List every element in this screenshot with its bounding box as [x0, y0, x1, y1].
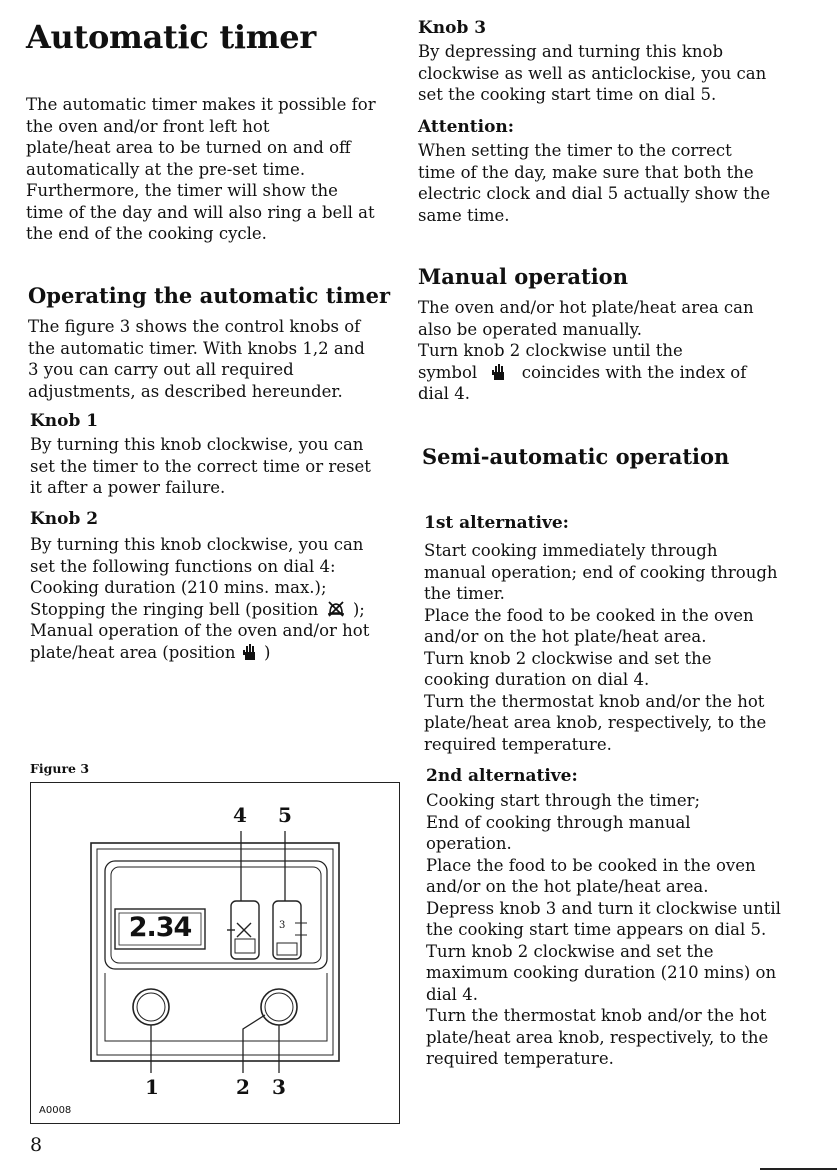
label-knob-2: 2: [236, 1075, 250, 1099]
text-fragment: );: [352, 599, 365, 619]
text-line: plate/heat area knob, respectively, to the: [426, 1027, 769, 1047]
text-line: When setting the timer to the correct: [418, 141, 732, 160]
attention-heading: Attention:: [418, 117, 515, 137]
bell-off-icon: [326, 600, 346, 618]
text-line: End of cooking through manual: [426, 812, 691, 832]
timer-panel-drawing: [31, 783, 398, 1122]
text-fragment: ): [263, 642, 271, 662]
operating-paragraph: [28, 316, 400, 402]
text-line: also be operated manually.: [418, 319, 643, 339]
text-line: and/or on the hot plate/heat area.: [424, 627, 707, 646]
text-line: electric clock and dial 5 actually show the: [418, 184, 771, 203]
text-line: [30, 599, 400, 621]
section-heading-manual: Manual operation: [418, 264, 628, 289]
text-line: set the timer to the correct time or reset: [30, 456, 371, 476]
knob2-heading: Knob 2: [30, 509, 99, 529]
figure-code: A0008: [39, 1105, 72, 1116]
text-line: clockwise as well as anticlockise, you can: [418, 63, 767, 83]
text-line: The automatic timer makes it possible for: [26, 95, 376, 114]
text-line: Start cooking immediately through: [424, 541, 718, 560]
knob3-heading: Knob 3: [418, 18, 487, 38]
text-line: Cooking duration (210 mins. max.);: [30, 578, 327, 597]
text-line: The figure 3 shows the control knobs of: [28, 317, 361, 336]
section-heading-operating: Operating the automatic timer: [28, 283, 391, 308]
text-line: Turn the thermostat knob and/or the hot: [424, 691, 765, 711]
manual-hand-icon: [492, 363, 506, 381]
text-line: By turning this knob clockwise, you can: [30, 535, 364, 554]
alt2-heading: 2nd alternative:: [426, 766, 578, 786]
manual-paragraph: [418, 297, 818, 405]
text-line: the automatic timer. With knobs 1,2 and: [28, 338, 365, 358]
knob1-paragraph: [30, 434, 400, 499]
text-line: the oven and/or front left hot: [26, 116, 270, 136]
text-line: By turning this knob clockwise, you can: [30, 435, 364, 454]
text-line: Furthermore, the timer will show the: [26, 181, 338, 200]
text-line: and/or on the hot plate/heat area.: [426, 877, 709, 896]
text-line: operation.: [426, 834, 512, 853]
text-line: plate/heat area to be turned on and off: [26, 138, 351, 157]
text-fragment: Stopping the ringing bell (position: [30, 599, 319, 619]
figure-caption: Figure 3: [30, 761, 90, 776]
text-line: the end of the cooking cycle.: [26, 224, 267, 243]
text-line: same time.: [418, 205, 510, 225]
knob3-paragraph: [418, 41, 818, 106]
text-fragment: symbol: [418, 362, 478, 382]
text-line: Turn knob 2 clockwise and set the: [424, 648, 712, 668]
alt2-paragraph: [426, 790, 826, 1070]
label-dial-5: 5: [278, 803, 292, 827]
text-line: time of the day, make sure that both the: [418, 162, 754, 182]
label-knob-3: 3: [272, 1075, 286, 1099]
text-line: dial 4.: [418, 384, 470, 403]
alt1-heading: 1st alternative:: [424, 513, 569, 533]
text-line: automatically at the pre-set time.: [26, 159, 306, 179]
text-line: required temperature.: [426, 1049, 614, 1068]
text-line: Place the food to be cooked in the oven: [424, 605, 754, 625]
label-dial-4: 4: [233, 803, 247, 827]
text-fragment: coincides with the index of: [521, 362, 747, 382]
attention-paragraph: [418, 140, 818, 226]
knob1-heading: Knob 1: [30, 411, 99, 431]
text-line: Manual operation of the oven and/or hot: [30, 621, 370, 640]
text-line: Turn knob 2 clockwise and set the: [426, 941, 714, 961]
text-line: [30, 642, 400, 664]
knob2-paragraph: [30, 534, 400, 663]
text-line: Depress knob 3 and turn it clockwise until: [426, 898, 781, 918]
page-title: Automatic timer: [26, 18, 316, 56]
page-number: 8: [30, 1134, 43, 1156]
intro-paragraph: [26, 94, 398, 245]
text-line: By depressing and turning this knob: [418, 42, 724, 61]
text-line: The oven and/or hot plate/heat area can: [418, 298, 754, 317]
section-heading-semi: Semi-automatic operation: [422, 444, 730, 469]
text-line: Cooking start through the timer;: [426, 791, 701, 810]
text-line: set the following functions on dial 4:: [30, 556, 336, 576]
figure-timer-panel: [30, 782, 400, 1124]
text-line: dial 4.: [426, 984, 478, 1004]
text-line: Turn knob 2 clockwise until the: [418, 341, 683, 360]
text-line: cooking duration on dial 4.: [424, 670, 650, 689]
text-line: required temperature.: [424, 734, 612, 754]
manual-hand-icon: [243, 643, 257, 661]
text-line: adjustments, as described hereunder.: [28, 381, 343, 401]
text-line: time of the day and will also ring a bell at: [26, 202, 375, 222]
dial5-mark: 3: [279, 920, 286, 931]
text-line: it after a power failure.: [30, 478, 226, 497]
text-line: the cooking start time appears on dial 5.: [426, 920, 767, 939]
text-fragment: plate/heat area (position: [30, 642, 236, 662]
text-line: [418, 362, 818, 384]
text-line: manual operation; end of cooking through: [424, 562, 778, 582]
text-line: set the cooking start time on dial 5.: [418, 85, 717, 104]
text-line: Place the food to be cooked in the oven: [426, 855, 756, 875]
label-knob-1: 1: [145, 1075, 159, 1099]
text-line: Turn the thermostat knob and/or the hot: [426, 1006, 767, 1025]
text-line: 3 you can carry out all required: [28, 360, 294, 379]
text-line: maximum cooking duration (210 mins) on: [426, 963, 777, 982]
footer-rule: [760, 1168, 837, 1170]
display-readout: 2.34: [128, 912, 192, 943]
text-line: plate/heat area knob, respectively, to the: [424, 713, 767, 732]
alt1-paragraph: [424, 540, 824, 755]
text-line: the timer.: [424, 584, 505, 603]
